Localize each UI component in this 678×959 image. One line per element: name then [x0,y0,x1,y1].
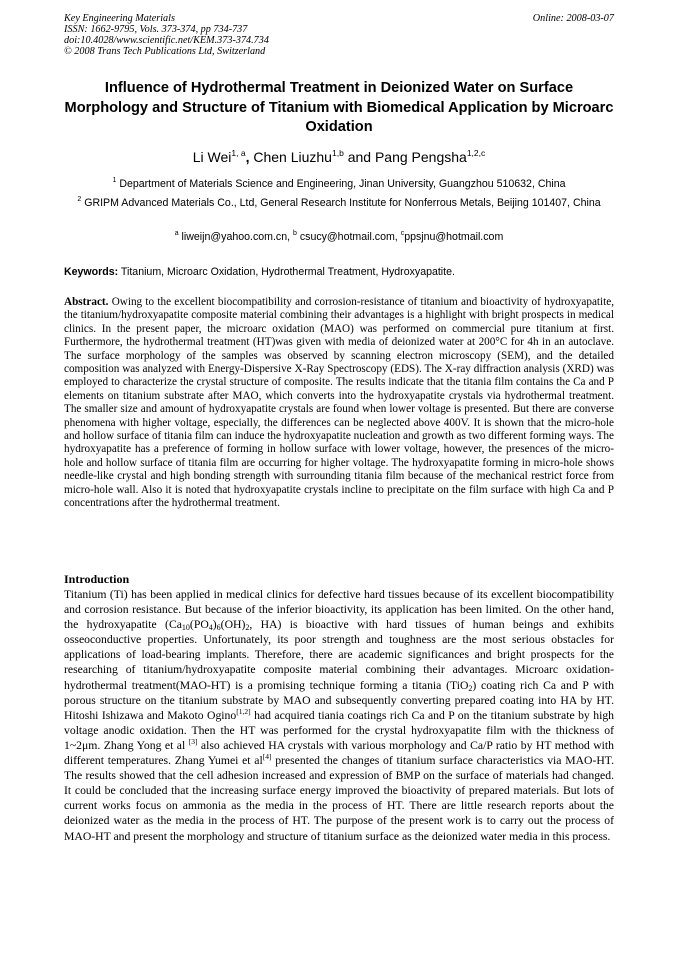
abstract-text: Owing to the excellent biocompatibility and corrosion-resistance of titanium and bioactivity of hydroxyapatite, the titanium/hydroxyapatite composite material combining their advantages is a highlight with bright prospects in medical clinics. In the present paper, the microarc oxidation (MAO) was performed on commercial pure titanium at first. Furthermore, the hydrothermal treatment (HT)was given with media of deionized water at 200°C for 4h in an autoclave. The surface morphology of the samples was observed by scanning electron microscopy (SEM), and the detailed composition was analyzed with Energy-Dispersive X-Ray Spectroscopy (EDS). The X-ray diffraction analysis (XRD) was employed to characterize the crystal structure of composite. The results indicate that the titania film contains the Ca and P elements on titanium substrate after MAO, which converts into the hydroxyapatite crystals via hydrothermal treatment. The smaller size and amount of hydroxyapatite crystals are found when lower voltage is presented. But there are converse phenomena with higher voltage, especially, the differences can be neglected above 400V. It is shown that the micro-hole and hollow surface of titania film can induce the hydroxyapatite nucleation and growth as two different forming ways. The hydroxyapatite has a preference of forming in hollow surface with lower voltage, however, the presences of the micro-hole and hollow surface of titania film are occurring for higher voltage. The hydroxyapatite forming in micro-hole shows needle-like crystal and high bonding strength with surrounding titania film because of the mechanical restrict force from micro-hole wall. Also it is noted that hydroxyapatite crystals incline to precipitate on the film surface with high Ca and P concentrations after the hydrothermal treatment. [64,296,614,510]
journal-name: Key Engineering Materials [64,13,175,24]
copyright-line: © 2008 Trans Tech Publications Ltd, Switzerland [64,46,266,57]
abstract [64,296,614,511]
formula-subscript: 2 [245,623,250,633]
affiliation-text: GRIPM Advanced Materials Co., Ltd, General Research Institute for Nonferrous Metals, Beijing 101407, China [81,197,601,209]
affiliation-number: 2 [77,196,82,203]
citation-ref: [4] [262,752,272,762]
formula-subscript: 4 [208,623,213,633]
intro-text: (PO [189,618,209,632]
formula-subscript: 10 [181,623,190,633]
citation-ref: [3] [188,736,198,746]
author-separator: and [343,149,375,165]
keywords-label: Keywords: [64,266,119,278]
paper-title: Influence of Hydrothermal Treatment in Deionized Water on Surface Morphology and Structure of Titanium with Biomedical Application by Microarc Oxidation [64,80,614,135]
author-affiliation-mark: 1,b [331,148,344,158]
journal-header [64,13,614,57]
intro-text: ) [212,618,217,632]
intro-text: , HA) is bioactive with hard tissues of human beings and exhibits osseoconductive properties. Unfortunately, its poor strength and toughness are the most serious obstacles for applications of load-bearing implants. Therefore, there are academic significances and bright prospects for the researching of titanium/hydroxyapatite composite material combining their advantages. Microarc oxidation-hydrothermal treatment(MAO-HT) is a promising technique forming a titania (TiO [64,618,614,692]
email-mark: b [293,230,297,237]
email-mark: a [174,230,179,237]
affiliation-text: Department of Materials Science and Engineering, Jinan University, Guangzhou 510632, China [116,178,566,190]
introduction-body [64,587,614,844]
citation-ref: [1,2] [236,706,251,716]
intro-text: ) coating rich Ca and P with porous structure on the titanium substrate by MAO and subsequently converting prepared coating into HA by HT. Hitoshi Ishizawa and Makoto Ogino [64,678,614,722]
formula-subscript: 2 [468,683,473,693]
author-name: Chen Liuzhu [249,149,332,165]
section-heading-introduction: Introduction [64,572,130,586]
intro-text: had acquired tiania coatings rich Ca and P on the titanium substrate by high voltage anodic oxidation. Then the HT was performed for the crystal hydroxyapatite film with the thickness of 1~2μm. Zhang Yong et al [64,708,615,752]
email-address: ppsjnu@hotmail.com [404,231,504,243]
email-address: liweijn@yahoo.com.cn, [178,231,293,243]
author-name: Pang Pengsha [374,149,467,165]
author-affiliation-mark: 1, a [231,148,246,158]
intro-text: Titanium (Ti) has been applied in medical clinics for defective hard tissues because of its excellent biocompatibility and corrosion resistance. But because of the inferior bioactivity, its application has been limited. On the other hand, the hydroxyapatite (Ca [64,588,614,632]
keywords [64,265,614,279]
intro-text: (OH) [220,618,246,632]
email-line [64,230,614,244]
intro-text: presented the changes of titanium surface characteristics via MAO-HT. The results showed that the cell adhesion increased and expression of BMP on the surface of materials had changed. It could be concluded that the increasing surface energy improved the bioactivity of prepared materials. But lots of current works focus on ammonia as the media in the process of HT. There are little research reports about the deionized water as the media in the process of HT. The purpose of the present work is to carry out the process of MAO-HT and present the morphology and structure of titanium surface as the deionized water media in this process. [64,754,615,843]
affiliation-number: 1 [112,177,117,184]
affiliation-1 [64,177,614,191]
author-affiliation-mark: 1,2,c [466,148,486,158]
formula-subscript: 6 [216,623,221,633]
abstract-label: Abstract. [64,296,109,308]
doi-line: doi:10.4028/www.scientific.net/KEM.373-374.734 [64,35,269,46]
keywords-text: Titanium, Microarc Oxidation, Hydrothermal Treatment, Hydroxyapatite. [118,266,455,278]
author-separator: , [245,149,250,165]
issn-line: ISSN: 1662-9795, Vols. 373-374, pp 734-737 [64,24,248,35]
author-name: Li Wei [192,149,232,165]
email-mark: c [400,230,405,237]
intro-text: also achieved HA crystals with various morphology and Ca/P ratio by HT method with different temperatures. Zhang Yumei et al [64,738,615,768]
affiliation-2 [64,196,614,210]
email-address: csucy@hotmail.com, [296,231,401,243]
author-list [64,148,614,166]
online-date: Online: 2008-03-07 [532,13,614,24]
